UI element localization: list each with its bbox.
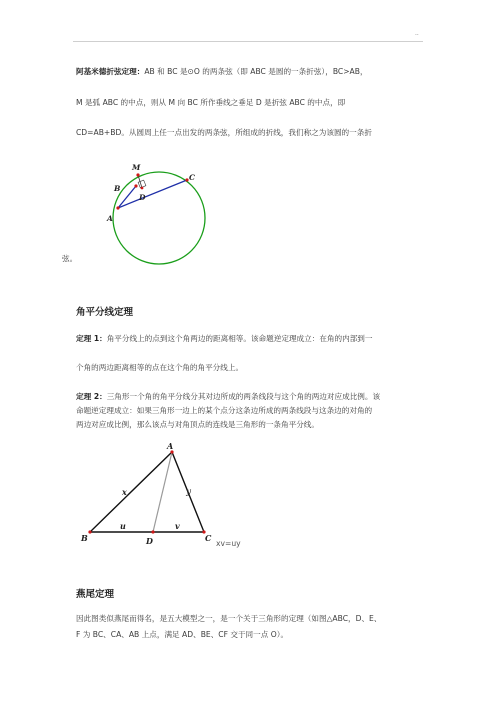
swallowtail-line1: 因此图类似燕尾而得名，是五大模型之一，是一个关于三角形的定理（如图△ABC，D、E、 xyxy=(76,614,382,623)
archimedes-line1-text: AB 和 BC 是⊙O 的两条弦（即 ABC 是圆的一条折弦），BC>AB， xyxy=(144,67,368,76)
angle-bisector-figure xyxy=(82,440,222,550)
tri-label-a: A xyxy=(167,441,174,451)
label-b: B xyxy=(114,184,121,193)
tri-point-b xyxy=(88,530,91,533)
point-a xyxy=(116,206,119,209)
theorem2-label: 定理 2： xyxy=(76,392,107,401)
angle-bisector-heading: 角平分线定理 xyxy=(76,307,134,318)
archimedes-paragraph-line3: CD=AB+BD。从圆周上任一点出发的两条弦，所组成的折线，我们称之为该圆的一条折 xyxy=(76,128,372,137)
theorem1-line1-text: 角平分线上的点到这个角两边的距离相等。该命题逆定理成立：在角的内部到一 xyxy=(106,334,373,343)
point-d xyxy=(141,187,144,190)
theorem1-line1 xyxy=(76,334,373,344)
theorem2-line3: 两边对应成比例，那么该点与对角顶点的连线是三角形的一条角平分线。 xyxy=(76,420,319,429)
theorem2-line2: 命题逆定理成立：如果三角形一边上的某个点分这条边所成的两条线段与这条边的对角的 xyxy=(76,406,373,415)
tri-label-u: u xyxy=(120,521,126,531)
tri-label-v: v xyxy=(175,521,180,531)
theorem2-line1 xyxy=(76,392,380,402)
bisector-formula: xv=uy xyxy=(216,539,241,548)
archimedes-paragraph-line2: M 是弧 ABC 的中点，则从 M 向 BC 所作垂线之垂足 D 是折弦 ABC 的中点，即 xyxy=(76,98,346,107)
tri-point-d xyxy=(151,530,154,533)
label-a: A xyxy=(107,214,113,223)
tri-label-d: D xyxy=(146,536,153,546)
tri-label-x: x xyxy=(122,487,127,497)
tri-label-y: y xyxy=(186,486,191,496)
label-c: C xyxy=(189,173,195,182)
tri-label-c: C xyxy=(205,533,212,543)
tri-label-b: B xyxy=(81,533,88,543)
theorem1-label: 定理 1： xyxy=(76,334,107,343)
swallowtail-line2: F 为 BC、CA、AB 上点，满足 AD、BE、CF 交于同一点 O）。 xyxy=(76,630,289,639)
page-corner-mark: .. xyxy=(415,30,419,37)
point-m xyxy=(136,173,139,176)
bisector-ad xyxy=(153,452,172,532)
point-b xyxy=(134,184,137,187)
label-d: D xyxy=(139,193,146,202)
header-rule xyxy=(73,41,423,42)
swallowtail-heading: 燕尾定理 xyxy=(76,589,115,600)
theorem1-line2: 个角的两边距离相等的点在这个角的角平分线上。 xyxy=(76,363,244,372)
broken-chord-figure xyxy=(96,155,226,265)
theorem2-line1-text: 三角形一个角的角平分线分其对边所成的两条线段与这个角的两边对应成比例。该 xyxy=(106,392,381,401)
archimedes-paragraph-line1 xyxy=(76,67,368,77)
label-m: M xyxy=(132,163,141,172)
archimedes-paragraph-line4: 弦。 xyxy=(62,254,78,263)
circle-o xyxy=(113,172,205,264)
archimedes-title: 阿基米德折弦定理： xyxy=(76,67,145,76)
